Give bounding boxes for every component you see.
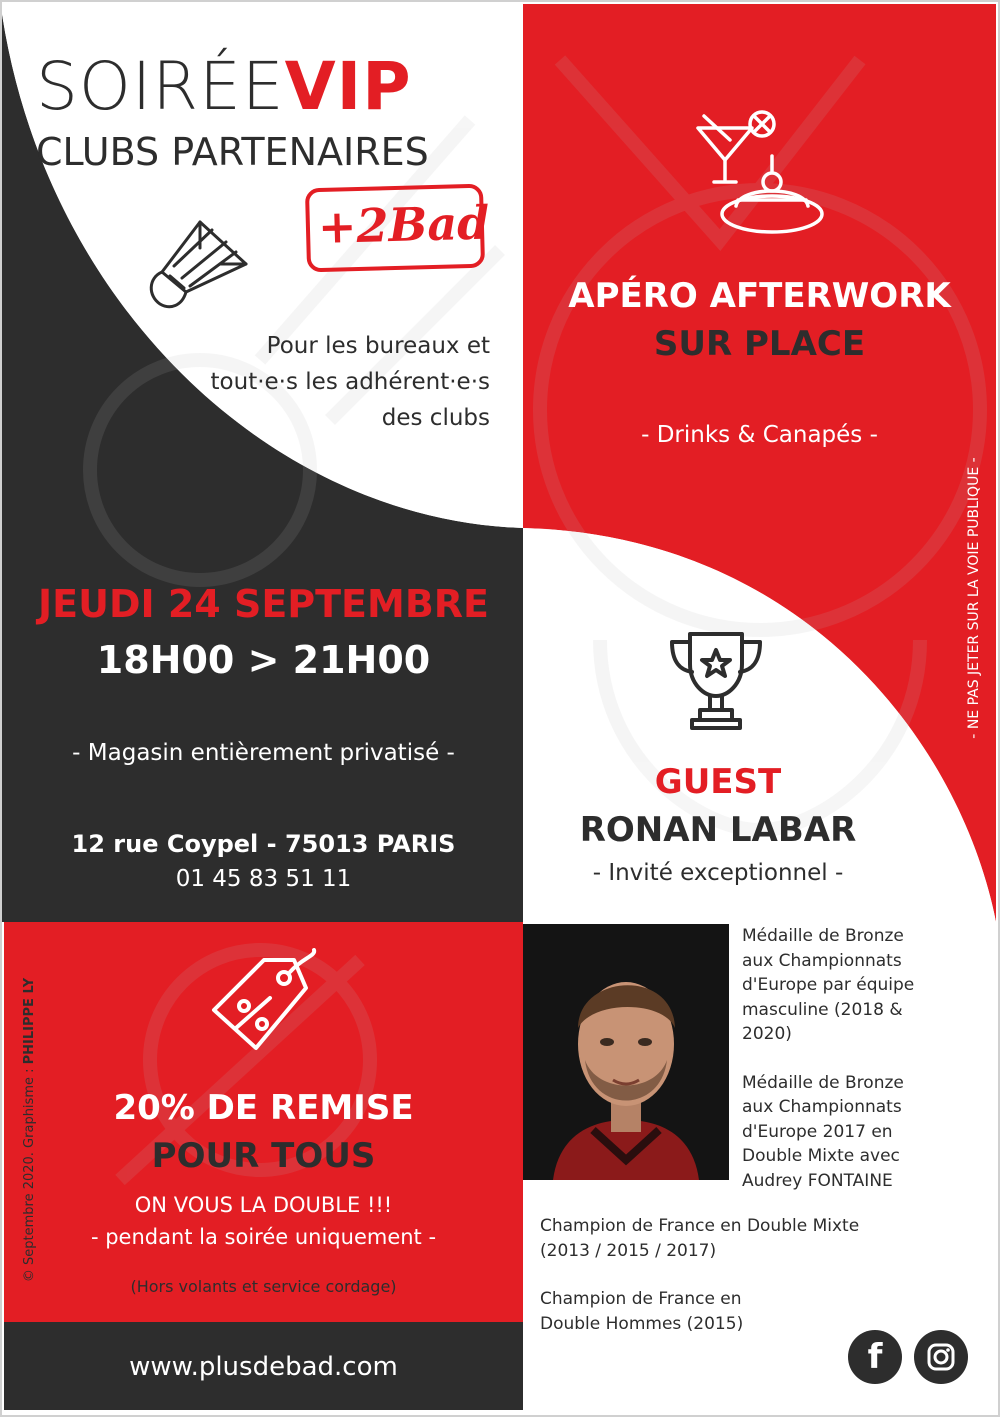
guest-portrait xyxy=(523,924,729,1180)
credit-note xyxy=(20,960,40,1300)
discount-line1: ON VOUS LA DOUBLE !!! xyxy=(134,1193,393,1217)
intro-line: des clubs xyxy=(381,405,490,431)
award-line: Champion de France en xyxy=(540,1289,742,1309)
discount-line2: - pendant la soirée uniquement - xyxy=(90,1225,437,1249)
awards-right xyxy=(742,924,962,1193)
plusdebad-logo xyxy=(305,184,491,273)
logo-text: +2Bad xyxy=(317,195,491,255)
facebook-icon[interactable] xyxy=(848,1330,902,1384)
instagram-icon[interactable] xyxy=(914,1330,968,1384)
cocktail-canape-icon xyxy=(690,106,830,240)
award-line: d'Europe par équipe xyxy=(742,975,915,995)
award-block xyxy=(540,1214,940,1263)
discount-subtitle: POUR TOUS xyxy=(151,1136,376,1176)
intro-text xyxy=(150,328,490,436)
intro-line: tout·e·s les adhérent·e·s xyxy=(210,369,490,395)
event-date: JEUDI 24 SEPTEMBRE xyxy=(37,582,490,626)
award-line: aux Championnats xyxy=(742,1097,902,1117)
award-block xyxy=(742,1071,962,1194)
award-line: Double Hommes (2015) xyxy=(540,1313,744,1334)
discount-title: 20% DE REMISE xyxy=(113,1088,414,1128)
instagram-glyph xyxy=(914,1330,968,1384)
award-line: aux Championnats xyxy=(742,950,902,971)
trophy-icon xyxy=(666,628,766,738)
event-note: - Magasin entièrement privatisé - xyxy=(72,740,455,766)
intro-line: Pour les bureaux et xyxy=(266,333,490,359)
award-line: 2020) xyxy=(742,1024,792,1044)
award-block xyxy=(540,1287,940,1336)
credit-plain: © Septembre 2020. Graphisme : xyxy=(22,1064,37,1283)
guest-name: RONAN LABAR xyxy=(579,810,857,850)
apero-subtitle: SUR PLACE xyxy=(653,324,866,364)
guest-photo xyxy=(523,924,729,1180)
apero-title: APÉRO AFTERWORK xyxy=(568,276,951,316)
event-phone[interactable]: 01 45 83 51 11 xyxy=(175,866,352,892)
award-line: masculine (2018 & xyxy=(742,999,903,1020)
credit-bold: PHILIPPE LY xyxy=(22,977,37,1065)
title-light: SOIRÉE xyxy=(36,48,285,125)
award-line: Audrey FONTAINE xyxy=(742,1170,893,1191)
awards-bottom xyxy=(540,1214,940,1336)
event-address: 12 rue Coypel - 75013 PARIS xyxy=(71,830,456,858)
award-line: Double Mixte avec xyxy=(742,1146,900,1166)
award-line: Médaille de Bronze xyxy=(742,1072,904,1093)
guest-label: GUEST xyxy=(654,762,782,802)
title-vip: VIP xyxy=(284,48,412,125)
apero-note: - Drinks & Canapés - xyxy=(641,422,878,448)
discount-line3: (Hors volants et service cordage) xyxy=(130,1277,397,1296)
award-line: Champion de France en Double Mixte xyxy=(540,1216,860,1236)
award-line: (2013 / 2015 / 2017) xyxy=(540,1240,717,1261)
event-time: 18H00 > 21H00 xyxy=(96,638,431,682)
shuttlecock-icon xyxy=(140,208,260,320)
title xyxy=(36,48,412,125)
award-line: d'Europe 2017 en xyxy=(742,1121,893,1142)
award-block xyxy=(742,924,962,1047)
subtitle: CLUBS PARTENAIRES xyxy=(36,130,429,174)
side-note: - NE PAS JETER SUR LA VOIE PUBLIQUE - xyxy=(966,457,982,739)
guest-role: - Invité exceptionnel - xyxy=(592,860,844,886)
website-link[interactable]: www.plusdebad.com xyxy=(129,1352,398,1382)
price-tag-icon xyxy=(206,948,320,1058)
award-line: Médaille de Bronze xyxy=(742,926,904,946)
facebook-glyph: f xyxy=(867,1337,883,1377)
